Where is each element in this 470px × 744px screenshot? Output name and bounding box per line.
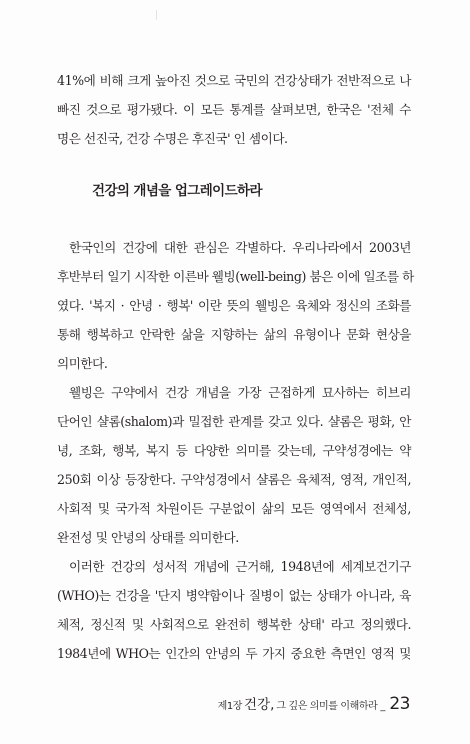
text-line: 1984년에 WHO는 인간의 안녕의 두 가지 중요한 측면인 영적 및	[57, 646, 411, 661]
text-line: 통해 행복하고 안락한 삶을 지향하는 삶의 유형이나 문화 현상을	[57, 327, 411, 342]
text-line: 빠진 것으로 평가됐다. 이 모든 통계를 살펴보면, 한국은 '전체 수	[57, 102, 411, 117]
text-line: 명은 선진국, 건강 수명은 후진국' 인 셈이다.	[57, 131, 288, 146]
footer-separator: _	[380, 701, 386, 712]
text-line: (WHO)는 건강을 '단지 병약함이나 질병이 없는 상태가 아니라, 육	[57, 588, 411, 603]
page-number: 23	[389, 694, 410, 714]
paragraph	[57, 552, 411, 668]
paragraph	[57, 378, 411, 552]
text-line: 단어인 샬롬(shalom)과 밀접한 관계를 갖고 있다. 샬롬은 평화, 안	[57, 414, 411, 429]
text-line: 한국인의 건강에 대한 관심은 각별하다. 우리나라에서 2003년	[69, 240, 411, 255]
text-line: 웰빙은 구약에서 건강 개념을 가장 근접하게 묘사하는 히브리	[69, 385, 411, 400]
top-crop-mark	[156, 10, 157, 20]
section-heading: 건강의 개념을 업그레이드하라	[92, 183, 262, 199]
text-line: 체적, 정신적 및 사회적으로 완전히 행복한 상태' 라고 정의했다.	[57, 617, 411, 632]
text-line: 녕, 조화, 행복, 복지 등 다양한 의미를 갖는데, 구약성경에는 약	[57, 443, 411, 458]
text-line: 후반부터 일기 시작한 이른바 웰빙(well-being) 붐은 이에 일조를 하	[57, 269, 414, 284]
text-line: 250회 이상 등장한다. 구약성경에서 샬롬은 육체적, 영적, 개인적,	[57, 472, 411, 487]
footer-subtitle: 그 깊은 의미를 이해하라	[276, 701, 378, 712]
intro-paragraph	[57, 66, 411, 153]
footer-keyword: 건강,	[244, 697, 275, 713]
text-line: 사회적 및 국가적 차원이든 구분없이 삶의 모든 영역에서 전체성,	[57, 501, 411, 516]
running-footer	[218, 693, 410, 713]
text-line: 이러한 건강의 성서적 개념에 근거해, 1948년에 세계보건기구	[69, 559, 411, 574]
body-text	[57, 233, 414, 668]
text-line: 였다. '복지 · 안녕 · 행복' 이란 뜻의 웰빙은 육체와 정신의 조화를	[57, 298, 411, 313]
paragraph	[57, 233, 414, 378]
text-line: 완전성 및 안녕의 상태를 의미한다.	[57, 530, 239, 545]
text-line: 41%에 비해 크게 높아진 것으로 국민의 건강상태가 전반적으로 나	[57, 73, 411, 88]
text-line: 의미한다.	[57, 356, 108, 371]
footer-chapter: 제1장	[217, 701, 243, 712]
